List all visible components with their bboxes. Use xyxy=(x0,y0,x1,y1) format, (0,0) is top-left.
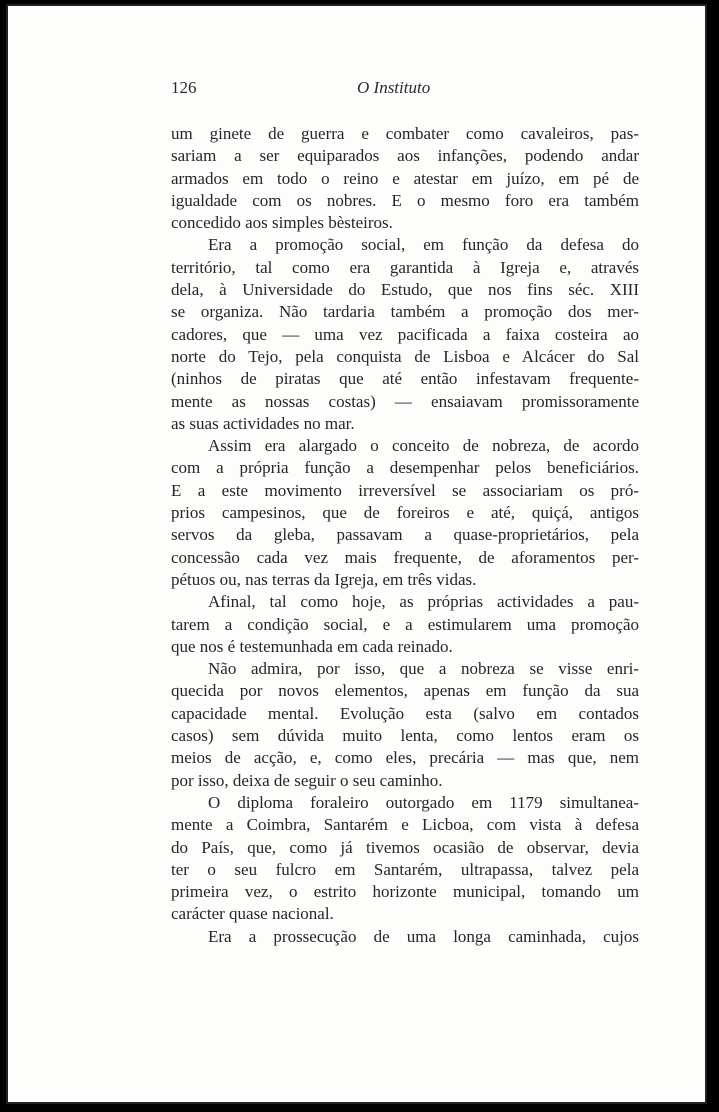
text-line: dela, à Universidade do Estudo, que nos fins séc. XIII xyxy=(171,280,639,300)
text-line: Era a promoção social, em função da defesa do xyxy=(208,235,639,255)
text-line: tarem a condição social, e a estimularem uma promoção xyxy=(171,614,639,634)
book-page xyxy=(6,4,707,1104)
text-line: quecida por novos elementos, apenas em função da sua xyxy=(171,681,639,701)
text-line: território, tal como era garantida à Igreja e, através xyxy=(171,257,639,277)
text-line: concessão cada vez mais frequente, de aforamentos per- xyxy=(171,547,639,567)
text-line: Assim era alargado o conceito de nobreza, de acordo xyxy=(208,436,639,456)
text-line: pétuos ou, nas terras da Igreja, em três vidas. xyxy=(171,569,477,589)
text-line: prios campesinos, que de foreiros e até, quiçá, antigos xyxy=(171,503,639,523)
text-line: servos da gleba, passavam a quase-proprietários, pela xyxy=(171,525,639,545)
text-line: (ninhos de piratas que até então infestavam frequente- xyxy=(171,369,639,389)
text-line: um ginete de guerra e combater como cavaleiros, pas- xyxy=(171,124,639,143)
running-title: O Instituto xyxy=(357,78,431,97)
text-line: O diploma foraleiro outorgado em 1179 simultanea- xyxy=(208,792,639,812)
text-line: ter o seu fulcro em Santarém, ultrapassa, talvez pela xyxy=(171,859,639,879)
text-line: carácter quase nacional. xyxy=(171,904,334,924)
text-line: igualdade com os nobres. E o mesmo foro era também xyxy=(171,190,639,210)
text-line: cadores, que — uma vez pacificada a faixa costeira ao xyxy=(171,324,639,344)
text-line: mente as nossas costas) — ensaiavam promissoramente xyxy=(171,391,639,411)
text-line: Era a prossecução de uma longa caminhada, cujos xyxy=(208,926,639,946)
text-line: Afinal, tal como hoje, as próprias actividades a pau- xyxy=(208,592,639,612)
text-line: primeira vez, o estrito horizonte municipal, tomando um xyxy=(171,882,639,902)
text-line: mente a Coimbra, Santarém e Licboa, com vista à defesa xyxy=(171,815,639,835)
text-line: capacidade mental. Evolução esta (salvo em contados xyxy=(171,703,639,723)
text-line: que nos é testemunhada em cada reinado. xyxy=(171,636,453,656)
text-line: sariam a ser equiparados aos infanções, podendo andar xyxy=(171,146,639,166)
text-line: E a este movimento irreversível se associariam os pró- xyxy=(171,480,639,500)
body-text xyxy=(171,123,639,948)
text-line: com a própria função a desempenhar pelos beneficiários. xyxy=(171,458,639,478)
text-line: armados em todo o reino e atestar em juízo, em pé de xyxy=(171,168,639,188)
text-line: por isso, deixa de seguir o seu caminho. xyxy=(171,770,443,790)
text-line: se organiza. Não tardaria também a promoção dos mer- xyxy=(171,302,639,322)
running-head xyxy=(171,78,639,104)
text-line: concedido aos simples bèsteiros. xyxy=(171,213,393,233)
text-line: Não admira, por isso, que a nobreza se visse enri- xyxy=(208,659,639,679)
text-line: casos) sem dúvida muito lenta, como lentos eram os xyxy=(171,726,639,746)
text-line: as suas actividades no mar. xyxy=(171,413,355,433)
text-line: meios de acção, e, como eles, precária — mas que, nem xyxy=(171,748,639,768)
page-number: 126 xyxy=(171,78,197,97)
text-line: norte do Tejo, pela conquista de Lisboa e Alcácer do Sal xyxy=(171,346,639,366)
text-line: do País, que, como já tivemos ocasião de observar, devia xyxy=(171,837,639,857)
